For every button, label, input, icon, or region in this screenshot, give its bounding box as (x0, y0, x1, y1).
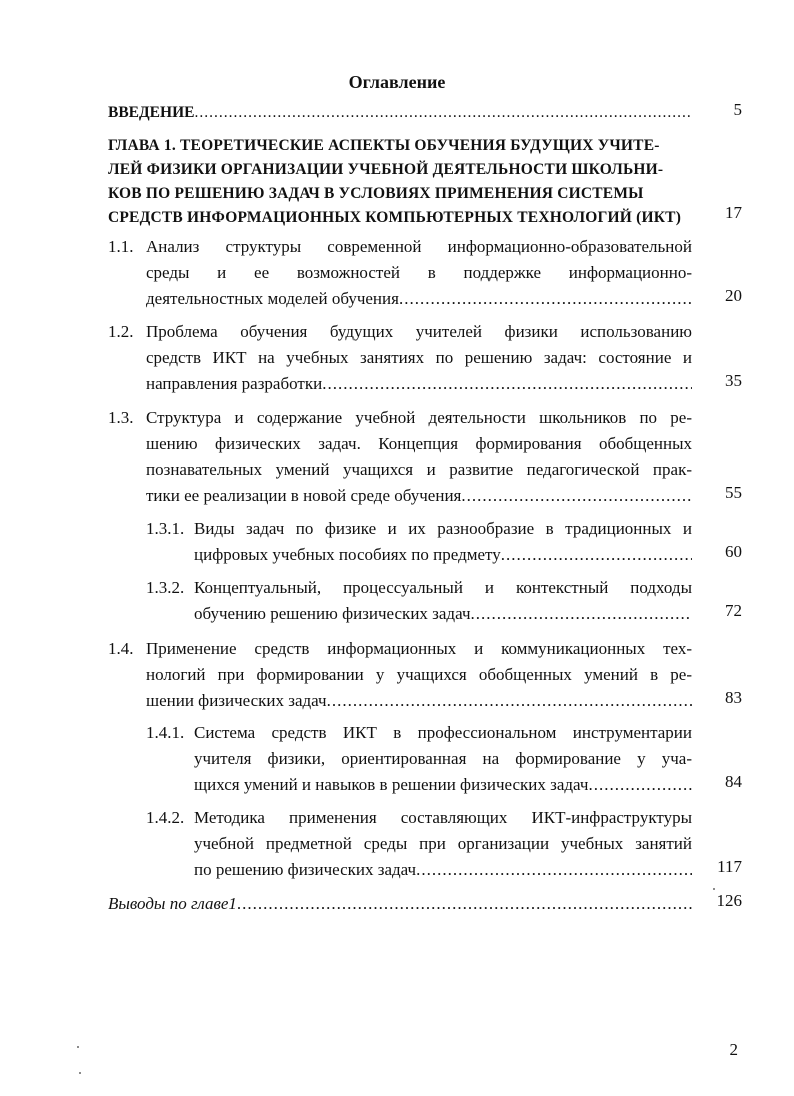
s1-4-1-line1: Система средств ИКТ в профессиональном инструментарии (194, 723, 692, 742)
chapter1-line: СРЕДСТВ ИНФОРМАЦИОННЫХ КОМПЬЮТЕРНЫХ ТЕХНОЛОГИЙ (ИКТ) (108, 209, 682, 226)
s1-2-line3: направления разработки (146, 374, 323, 393)
chapter1-line: ЛЕЙ ФИЗИКИ ОРГАНИЗАЦИИ УЧЕБНОЙ ДЕЯТЕЛЬНОСТИ ШКОЛЬНИ- (108, 161, 664, 178)
s1-3-line2: шению физических задач. Концепция формирования обобщенных (146, 434, 692, 453)
s1-3-line3: познавательных умений учащихся и развитие педагогической прак- (146, 460, 692, 479)
conclusions-label: Выводы по главе1 (108, 894, 237, 913)
s1-3-1-line1: Виды задач по физике и их разнообразие в традиционных и (194, 519, 692, 538)
toc-entry-1-3-2[interactable] (194, 575, 692, 627)
toc-s1-4-1-page: 84 (725, 772, 742, 791)
toc-entry-1-4-2[interactable] (194, 805, 692, 883)
s1-3-line4: тики ее реализации в новой среде обучения (146, 486, 462, 505)
toc-s1-4-2-page: 117 (717, 857, 742, 876)
s1-4-line1: Применение средств информационных и коммуникационных тех- (146, 639, 692, 658)
leader-dots (237, 891, 692, 917)
s1-1-line1: Анализ структуры современной информационно-образовательной (146, 237, 692, 256)
leader-dots (194, 100, 690, 126)
toc-s1-3-page: 55 (725, 483, 742, 502)
toc-entry-1-3-1[interactable] (194, 516, 692, 568)
leader-dots (327, 688, 692, 714)
toc-s1-1-page: 20 (725, 286, 742, 305)
toc-entry-chapter1[interactable] (108, 134, 693, 230)
leader-dots (416, 857, 692, 883)
toc-s1-2-page: 35 (725, 371, 742, 390)
s1-1-line2: среды и ее возможностей в поддержке информационно- (146, 263, 692, 282)
toc-entry-1-4-1[interactable] (194, 720, 692, 798)
toc-s1-3-1-page: 60 (725, 542, 742, 561)
toc-title: Оглавление (348, 72, 446, 92)
toc-s1-2-num: 1.2. (108, 322, 134, 341)
s1-2-line2: средств ИКТ на учебных занятиях по решению задач: состояние и (146, 348, 692, 367)
toc-entry-conclusions[interactable] (108, 891, 692, 917)
s1-3-2-line2: обучению решению физических задач (194, 604, 471, 623)
leader-dots (322, 371, 692, 397)
s1-3-line1: Структура и содержание учебной деятельности школьников по ре- (146, 408, 692, 427)
scan-speck (713, 888, 715, 890)
leader-dots (471, 601, 693, 627)
toc-entry-1-1[interactable] (146, 234, 692, 312)
toc-s1-3-2-page: 72 (725, 601, 742, 620)
s1-1-line3: деятельностных моделей обучения (146, 289, 399, 308)
toc-entry-intro[interactable] (108, 100, 690, 126)
s1-4-1-line3: щихся умений и навыков в решении физических задач (194, 775, 589, 794)
toc-entry-1-3[interactable] (146, 405, 692, 509)
leader-dots (501, 542, 692, 568)
scan-speck (77, 1046, 79, 1048)
toc-s1-4-2-num: 1.4.2. (146, 808, 185, 827)
s1-2-line1: Проблема обучения будущих учителей физики использованию (146, 322, 692, 341)
toc-entry-1-4[interactable] (146, 636, 692, 714)
toc-s1-3-num: 1.3. (108, 408, 134, 427)
s1-4-2-line1: Методика применения составляющих ИКТ-инфраструктуры (194, 808, 692, 827)
toc-chapter1-page: 17 (725, 203, 742, 222)
leader-dots (399, 286, 692, 312)
toc-intro-label: ВВЕДЕНИЕ (108, 104, 195, 121)
chapter1-line: КОВ ПО РЕШЕНИЮ ЗАДАЧ В УСЛОВИЯХ ПРИМЕНЕНИЯ СИСТЕМЫ (108, 185, 644, 202)
toc-s1-4-page: 83 (725, 688, 742, 707)
chapter1-line: ГЛАВА 1. ТЕОРЕТИЧЕСКИЕ АСПЕКТЫ ОБУЧЕНИЯ БУДУЩИХ УЧИТЕ- (108, 137, 660, 154)
s1-4-1-line2: учителя физики, ориентированная на формирование у уча- (194, 749, 692, 768)
s1-4-2-line3: по решению физических задач (194, 860, 417, 879)
toc-s1-1-num: 1.1. (108, 237, 134, 256)
s1-3-1-line2: цифровых учебных пособиях по предмету (194, 545, 501, 564)
leader-dots (461, 483, 692, 509)
toc-s1-3-2-num: 1.3.2. (146, 578, 185, 597)
toc-intro-page: 5 (733, 100, 742, 119)
toc-s1-3-1-num: 1.3.1. (146, 519, 185, 538)
s1-4-line3: шении физических задач (146, 691, 327, 710)
toc-s1-4-1-num: 1.4.1. (146, 723, 185, 742)
s1-4-line2: нологий при формировании у учащихся обобщенных умений в ре- (146, 665, 692, 684)
s1-4-2-line2: учебной предметной среды при организации учебных занятий (194, 834, 692, 853)
toc-entry-1-2[interactable] (146, 319, 692, 397)
scan-speck (79, 1072, 81, 1074)
s1-3-2-line1: Концептуальный, процессуальный и контекстный подходы (194, 578, 692, 597)
toc-s1-4-num: 1.4. (108, 639, 134, 658)
toc-conclusions-page: 126 (716, 891, 742, 910)
leader-dots (588, 772, 692, 798)
page-number: 2 (729, 1040, 738, 1059)
